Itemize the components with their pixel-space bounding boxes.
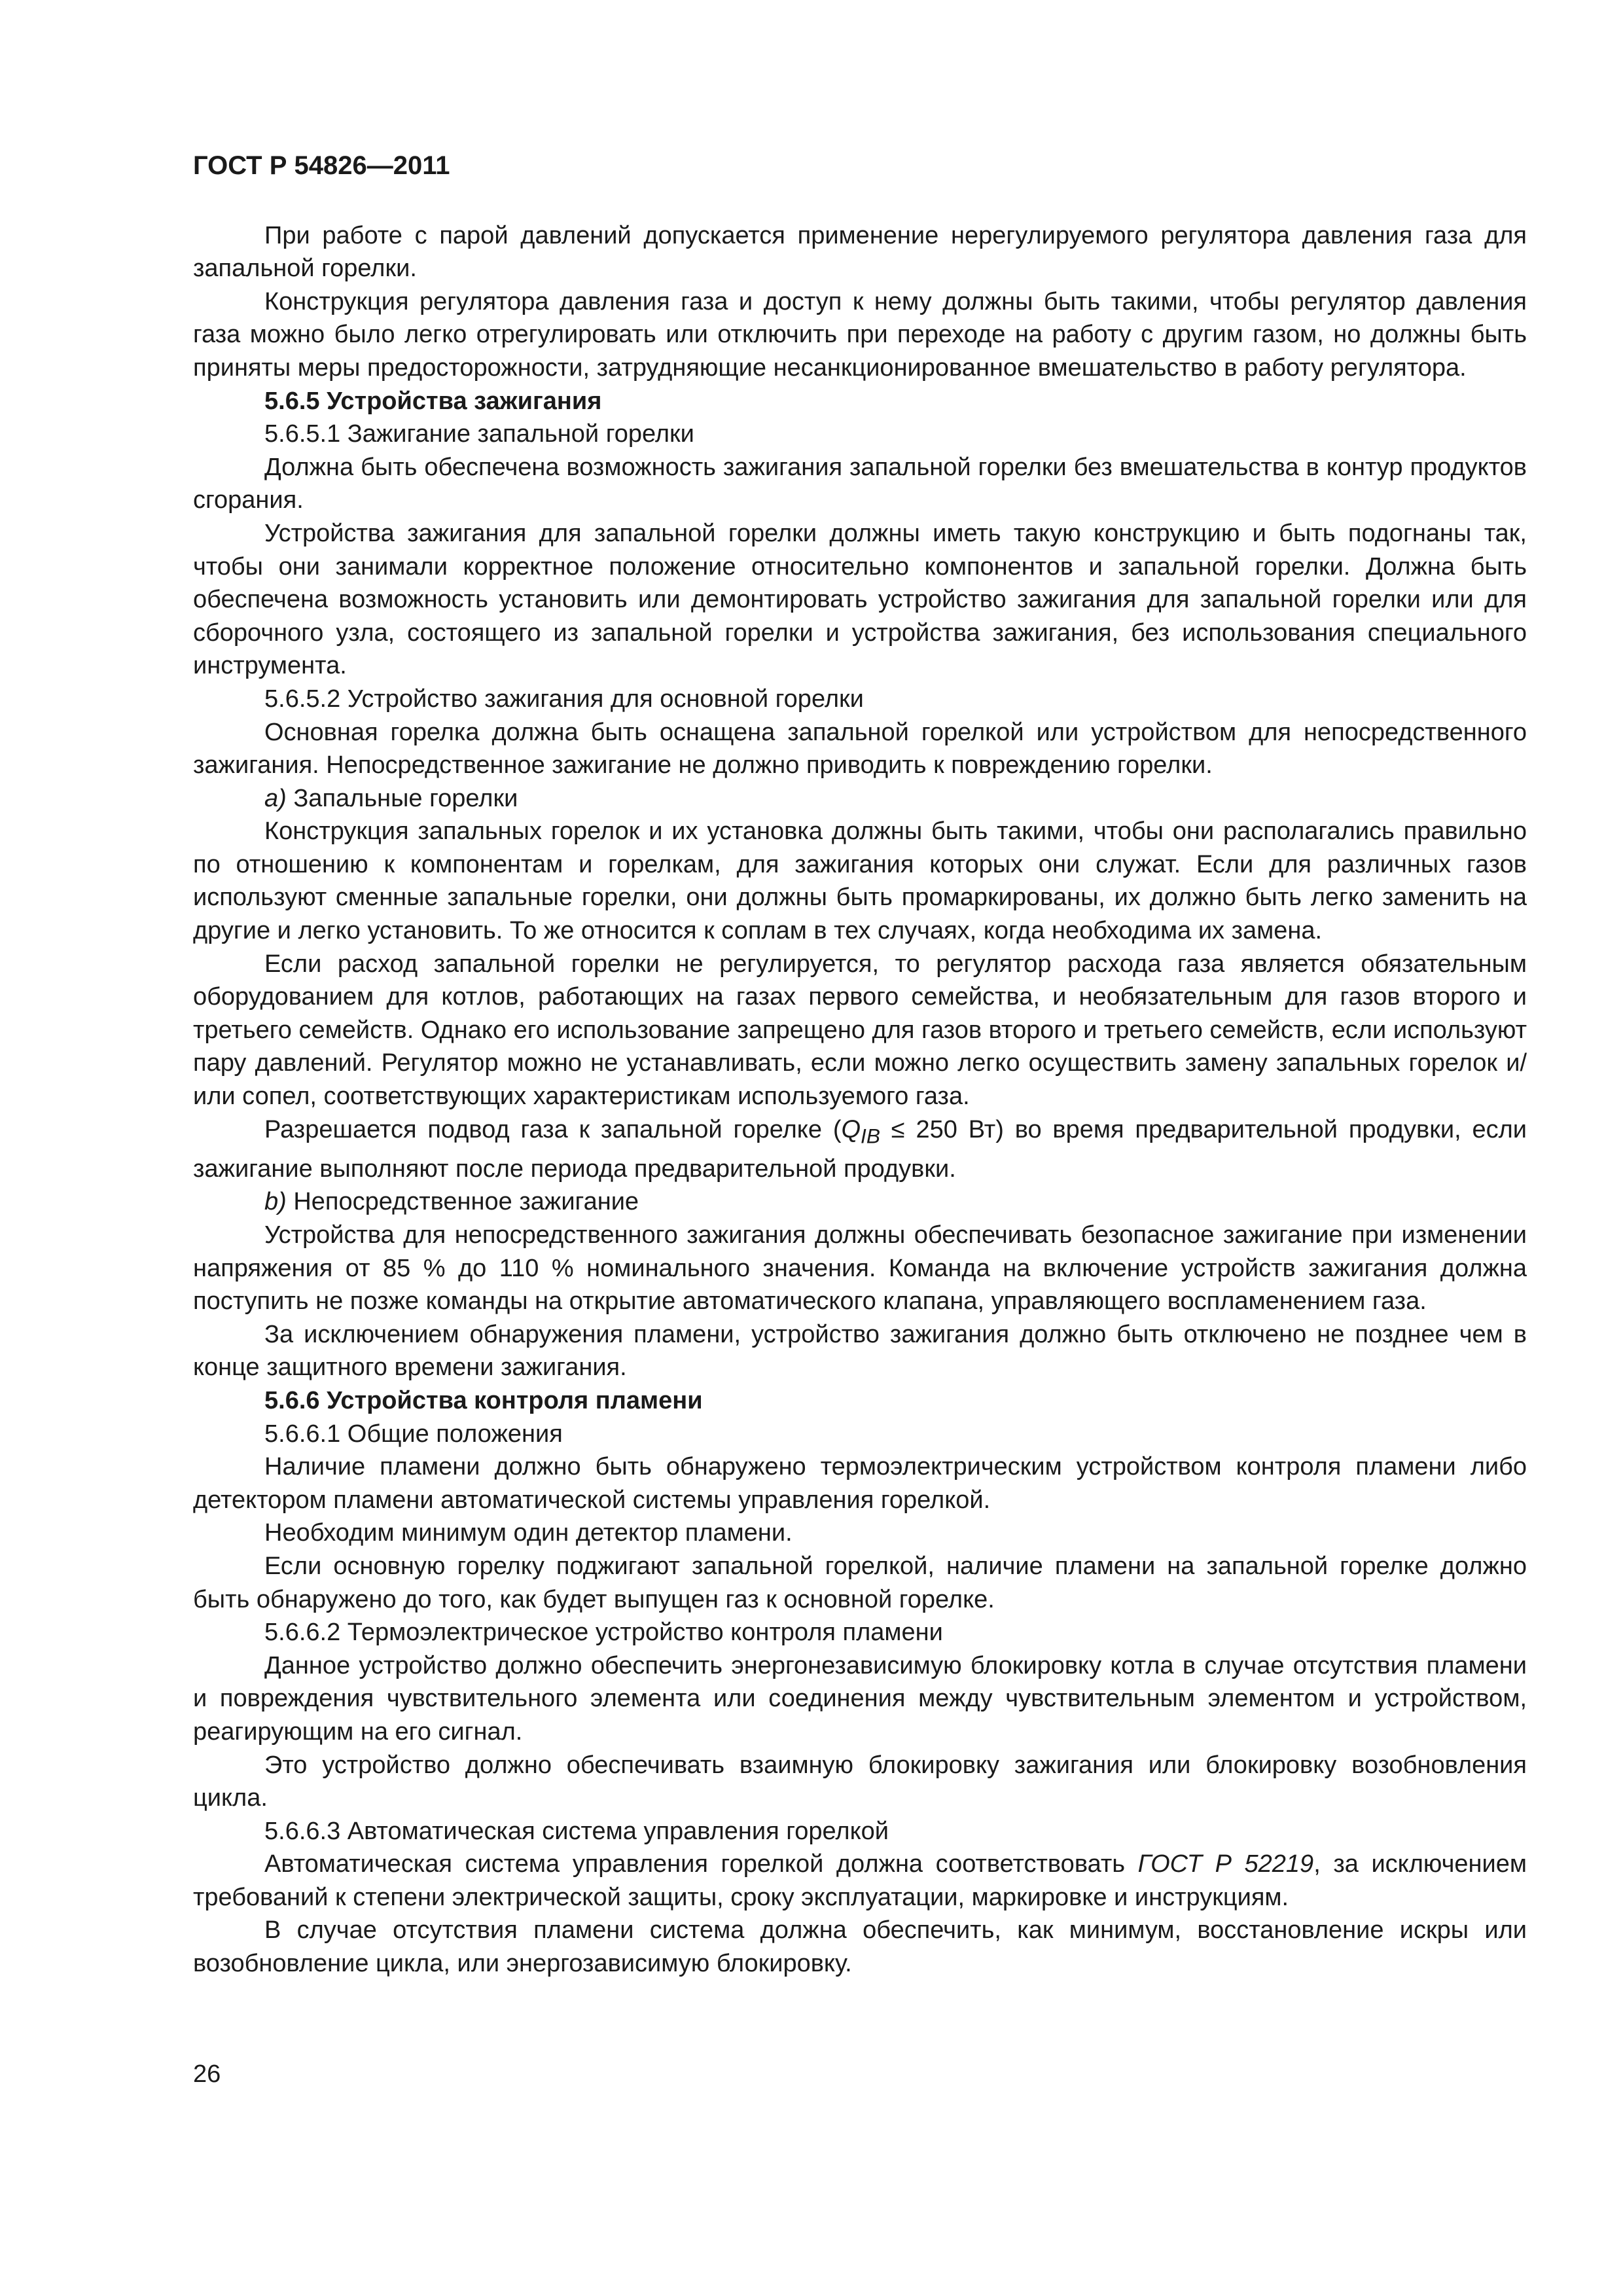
text-run: Разрешается подвод газа к запальной горелке ( <box>264 1115 842 1143</box>
list-item-text: Непосредственное зажигание <box>293 1188 639 1216</box>
standard-reference: ГОСТ Р 52219 <box>1137 1850 1314 1878</box>
paragraph: Основная горелка должна быть оснащена запальной горелкой или устройством для непосредственного зажигания. Непосредственное зажигание не должно приводить к повреждению горелки. <box>193 718 1527 780</box>
paragraph: Если основную горелку поджигают запальной горелкой, наличие пламени на запальной горелке должно быть обнаружено до того, как будет выпущен газ к основной горелке. <box>193 1552 1527 1613</box>
paragraph: Данное устройство должно обеспечить энергонезависимую блокировку котла в случае отсутствия пламени и повреждения чувствительного элемента или соединения между чувствительным элементом и устройством, реагирующим на его сигнал. <box>193 1651 1527 1746</box>
page-number: 26 <box>193 2060 221 2088</box>
document-page <box>193 149 1527 1981</box>
paragraph: Должна быть обеспечена возможность зажигания запальной горелки без вмешательства в контур продуктов сгорания. <box>193 453 1527 514</box>
paragraph: Устройства для непосредственного зажигания должны обеспечивать безопасное зажигание при изменении напряжения от 85 % до 110 % номинального значения. Команда на включение устройств зажигания должна поступить не позже команды на открытие автоматического клапана, управляющего воспламенением газа. <box>193 1221 1527 1316</box>
formula-subscript: IB <box>861 1124 880 1148</box>
paragraph: В случае отсутствия пламени система должна обеспечить, как минимум, восстановление искры или возобновление цикла, или энергозависимую блокировку. <box>193 1916 1527 1978</box>
list-marker: b) <box>264 1188 287 1216</box>
subsection-title: 5.6.5.1 Зажигание запальной горелки <box>264 420 694 448</box>
subsection-title: 5.6.6.3 Автоматическая система управления горелкой <box>264 1817 889 1845</box>
paragraph: Конструкция регулятора давления газа и доступ к нему должны быть такими, чтобы регулятор давления газа можно было легко отрегулировать или отключить при переходе на работу с другим газом, но должны быть приняты меры предосторожности, затрудняющие несанкционированное вмешательство в работу регулятора. <box>193 287 1527 382</box>
paragraph <box>193 1113 1527 1186</box>
text-run: Автоматическая система управления горелкой должна соответствовать <box>264 1850 1138 1878</box>
paragraph: Необходим минимум один детектор пламени. <box>264 1519 793 1547</box>
list-item-text: Запальные горелки <box>293 784 518 812</box>
subsection-title: 5.6.6.1 Общие положения <box>264 1420 563 1448</box>
subsection-title: 5.6.6.2 Термоэлектрическое устройство контроля пламени <box>264 1619 943 1647</box>
text-run: , за исключением требований к степени электрической защиты, сроку эксплуатации, маркировке и инструкциям. <box>193 1850 1527 1911</box>
paragraph: При работе с парой давлений допускается применение нерегулируемого регулятора давления газа для запальной горелки. <box>193 221 1527 283</box>
list-item-b <box>193 1185 1527 1219</box>
paragraph: Конструкция запальных горелок и их установка должны быть такими, чтобы они располагались правильно по отношению к компонентам и горелкам, для зажигания которых они служат. Если для различных газов используют сменные запальные горелки, они должны быть промаркированы, их должно быть легко заменить на другие и легко установить. То же относится к соплам в тех случаях, когда необходима их замена. <box>193 817 1527 945</box>
paragraph: Это устройство должно обеспечивать взаимную блокировку зажигания или блокировку возобновления цикла. <box>193 1751 1527 1812</box>
document-body <box>193 219 1527 1981</box>
paragraph: За исключением обнаружения пламени, устройство зажигания должно быть отключено не позднее чем в конце защитного времени зажигания. <box>193 1320 1527 1382</box>
paragraph: Устройства зажигания для запальной горелки должны иметь такую конструкцию и быть подогнаны так, чтобы они занимали корректное положение относительно компонентов и запальной горелки. Должна быть обеспечена возможность установить или демонтировать устройство зажигания для запальной горелки или для сборочного узла, состоящего из запальной горелки и устройства зажигания, без использования специального инструмента. <box>193 519 1527 680</box>
formula-symbol: Q <box>841 1115 861 1143</box>
list-item-a <box>193 782 1527 816</box>
subsection-title: 5.6.5.2 Устройство зажигания для основной горелки <box>264 685 864 713</box>
section-heading: 5.6.6 Устройства контроля пламени <box>264 1386 703 1414</box>
section-heading: 5.6.5 Устройства зажигания <box>264 387 602 415</box>
document-code: ГОСТ Р 54826—2011 <box>193 151 450 180</box>
text-run: ≤ 250 Вт) во время предварительной продувки, если зажигание выполняют после периода предварительной продувки. <box>193 1115 1527 1183</box>
paragraph: Наличие пламени должно быть обнаружено термоэлектрическим устройством контроля пламени либо детектором пламени автоматической системы управления горелкой. <box>193 1453 1527 1514</box>
paragraph: Если расход запальной горелки не регулируется, то регулятор расхода газа является обязательным оборудованием для котлов, работающих на газах первого семейства, и необязательным для газов второго и третьего семейств. Однако его использование запрещено для газов второго и третьего семейств, если используют пару давлений. Регулятор можно не устанавливать, если можно легко осуществить замену запальных горелок и/или сопел, соответствующих характеристикам используемого газа. <box>193 950 1527 1111</box>
paragraph <box>193 1848 1527 1914</box>
list-marker: a) <box>264 784 287 812</box>
